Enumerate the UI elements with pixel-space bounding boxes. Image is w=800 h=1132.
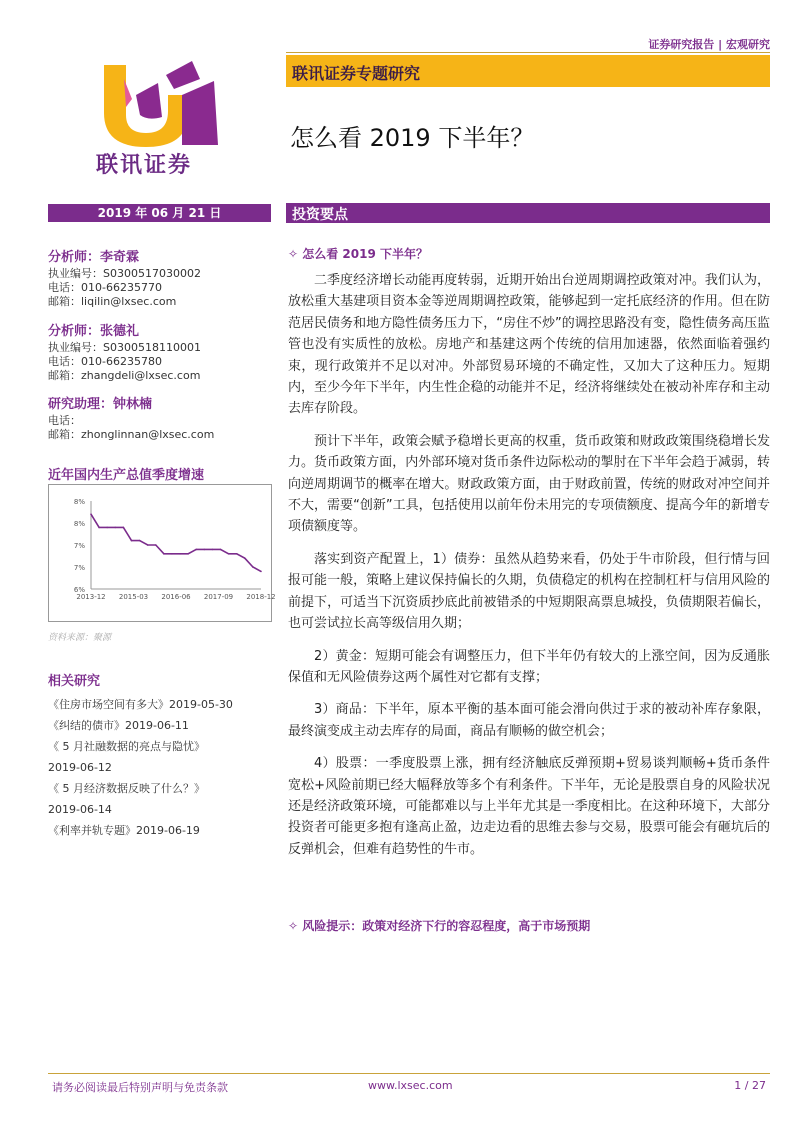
- related-item[interactable]: 《 5 月经济数据反映了什么？》: [48, 782, 205, 795]
- analyst-email[interactable]: 邮箱：liqilin@lxsec.com: [48, 295, 177, 308]
- chart-data-point: [114, 527, 116, 529]
- chart-y-tick-label: 7%: [73, 564, 85, 572]
- footer-website[interactable]: www.lxsec.com: [368, 1079, 453, 1092]
- chart-x-tick-label: 2017-09: [203, 593, 234, 601]
- analyst-block-2: [48, 320, 273, 383]
- paragraph: 2）黄金：短期可能会有调整压力，但下半年仍有较大的上涨空间，因为反通胀保值和无风险债券这两个属性对它都有支撑；: [288, 648, 770, 685]
- related-research: [48, 670, 273, 841]
- report-series-banner: [286, 55, 770, 87]
- chart-data-point: [220, 549, 222, 551]
- footer-page-number: 1 / 27: [734, 1079, 766, 1092]
- chart-y-tick-label: 8%: [73, 520, 85, 528]
- company-logo-icon: [96, 55, 221, 150]
- paragraph: 预计下半年，政策会赋予稳增长更高的权重，货币政策和财政政策围绕稳增长发力。货币政策方面，内外部环境对货币条件边际松动的掣肘在下半年会趋于减弱，转向逆周期调节的概率在增大。财政政策方面，由于财政前置，传统的财政对冲空间并不大，需要“创新”工具，包括使用以前年份未用完的专项债额度、提高今年的新增专项债额度等。: [288, 433, 770, 535]
- chart-x-tick-label: 2016-06: [161, 593, 191, 601]
- chart-data-point: [90, 513, 92, 515]
- gdp-chart-frame: [48, 484, 276, 622]
- header-divider: [286, 52, 770, 53]
- analyst-email[interactable]: 邮箱：zhangdeli@lxsec.com: [48, 369, 201, 382]
- related-item[interactable]: 《住房市场空间有多大》2019-05-30: [48, 698, 233, 711]
- question-heading: ✧ 怎么看 2019 下半年？: [288, 247, 428, 261]
- chart-title: 近年国内生产总值季度增速: [48, 468, 205, 483]
- analyst-block-3: [48, 393, 273, 442]
- chart-data-point: [98, 527, 100, 529]
- chart-data-point: [179, 553, 181, 555]
- chart-x-tick-label: 2018-12: [246, 593, 276, 601]
- chart-data-point: [131, 540, 133, 542]
- chart-y-tick-label: 6%: [73, 586, 85, 594]
- report-category-tag: 证券研究报告 | 宏观研究: [648, 38, 770, 51]
- section-title: 投资要点: [292, 207, 348, 223]
- chart-y-tick-label: 8%: [73, 498, 85, 506]
- analyst-block-1: [48, 246, 273, 309]
- chart-data-point: [212, 549, 214, 551]
- analyst-phone: 电话：010-66235770: [48, 281, 162, 294]
- chart-data-point: [244, 557, 246, 559]
- related-item-date: 2019-06-12: [48, 761, 112, 774]
- company-logo-text: 联讯证券: [96, 153, 193, 178]
- related-title: 相关研究: [48, 674, 101, 689]
- chart-data-point: [228, 553, 230, 555]
- footer-divider: [48, 1073, 770, 1074]
- paragraph: 落实到资产配置上，1）债券：虽然从趋势来看，仍处于牛市阶段，但行情与回报可能一般，策略上建议保持偏长的久期，负债稳定的机构在控制杠杆与信用风险的前提下，可适当下沉资质抄底此前被错杀的中短期限高票息城投，负债期限若偏长，也可尝试拉长高等级信用久期；: [288, 551, 770, 632]
- report-series-label: 联讯证券专题研究: [292, 64, 421, 83]
- chart-source: 资料来源：聚源: [48, 633, 112, 643]
- chart-data-point: [123, 527, 125, 529]
- chart-data-point: [147, 544, 149, 546]
- report-date: 2019 年 06 月 21 日: [48, 204, 271, 222]
- analyst-name: 研究助理：钟林楠: [48, 397, 153, 412]
- footer-disclaimer[interactable]: 请务必阅读最后特别声明与免责条款: [52, 1081, 228, 1094]
- analyst-email[interactable]: 邮箱：zhonglinnan@lxsec.com: [48, 428, 215, 441]
- analyst-license: 执业编号：S0300518110001: [48, 341, 201, 354]
- chart-data-point: [155, 544, 157, 546]
- chart-data-point: [260, 571, 262, 573]
- analyst-name: 分析师：李奇霖: [48, 250, 140, 265]
- related-item-date: 2019-06-14: [48, 803, 112, 816]
- related-item[interactable]: 《利率并轨专题》2019-06-19: [48, 824, 200, 837]
- chart-y-tick-label: 7%: [73, 542, 85, 550]
- paragraph: 4）股票：一季度股票上涨，拥有经济触底反弹预期+贸易谈判顺畅+货币条件宽松+风险前期已经大幅释放等多个有利条件。下半年，无论是股票自身的风险状况还是经济政策环境，可能都难以与上半年尤其是一季度相比。在这种环境下，大部分投资者可能更多抱有逢高止盈，边走边看的思维去参与交易，股票可能会有砸坑后的反弹机会，但难有趋势性的牛市。: [288, 756, 770, 857]
- analyst-phone: 电话：: [48, 414, 81, 427]
- chart-data-point: [139, 540, 141, 542]
- chart-x-tick-label: 2013-12: [76, 593, 106, 601]
- analyst-license: 执业编号：S0300517030002: [48, 267, 201, 280]
- paragraph: 3）商品：下半年，原本平衡的基本面可能会滑向供过于求的被动补库存象限，最终演变成主动去库存的局面，商品有顺畅的做空机会；: [288, 702, 770, 739]
- gdp-growth-chart: [49, 485, 276, 621]
- chart-data-point: [204, 549, 206, 551]
- chart-data-point: [171, 553, 173, 555]
- related-item[interactable]: 《 5 月社融数据的亮点与隐忧》: [48, 740, 205, 753]
- analyst-name: 分析师：张德礼: [48, 324, 140, 339]
- related-item[interactable]: 《纠结的债市》2019-06-11: [48, 719, 189, 732]
- report-title: 怎么看 2019 下半年？: [290, 124, 535, 152]
- chart-x-tick-label: 2015-03: [118, 593, 149, 601]
- section-header: [286, 203, 770, 223]
- paragraph: 二季度经济增长动能再度转弱，近期开始出台逆周期调控政策对冲。我们认为，放松重大基建项目资本金等逆周期调控政策，能够起到一定托底经济的作用。但在防范居民债务和地方隐性债务压力下，“房住不炒”的调控思路没有变，隐性债务高压监管也没有实质性的放松。房地产和基建这两个传统的信用加速器，依然面临着强约束，现行政策并不足以对冲。外部贸易环境的不确定性，又加大了这种压力。短期内，至少今年下半年，内生性企稳的动能并不足，经济将继续处在被动补库存和主动去库存阶段。: [288, 273, 770, 417]
- chart-data-point: [163, 553, 165, 555]
- main-content: [288, 245, 770, 860]
- chart-data-point: [252, 566, 254, 568]
- risk-warning: ✧ 风险提示：政策对经济下行的容忍程度，高于市场预期: [288, 919, 591, 933]
- chart-data-point: [195, 549, 197, 551]
- analyst-phone: 电话：010-66235780: [48, 355, 162, 368]
- chart-data-point: [106, 527, 108, 529]
- chart-series-line: [91, 514, 261, 571]
- chart-data-point: [236, 553, 238, 555]
- chart-data-point: [187, 553, 189, 555]
